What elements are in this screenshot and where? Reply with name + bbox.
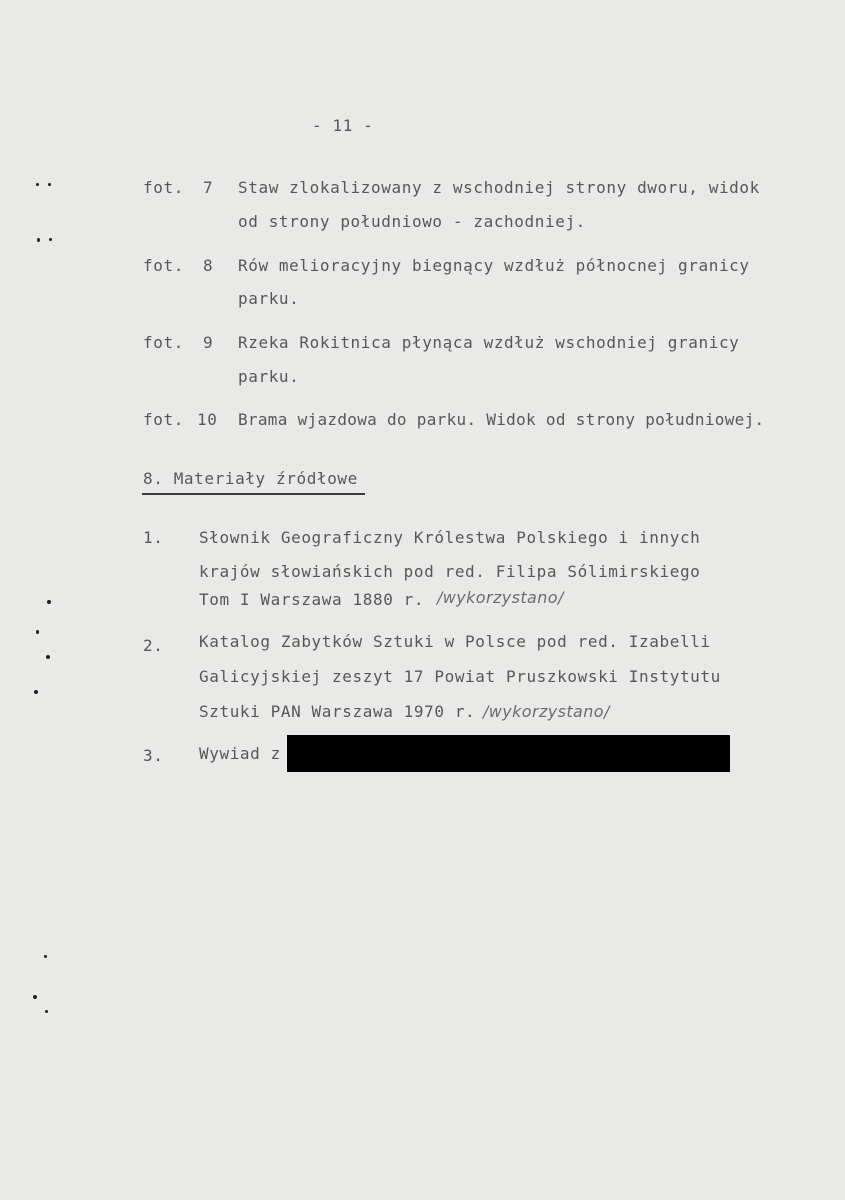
margin-speck [37,238,40,242]
source-line: Galicyjskiej zeszyt 17 Powiat Pruszkowski Instytutu [199,667,721,686]
margin-speck [44,955,47,958]
source-line: Katalog Zabytków Sztuki w Polsce pod red. Izabelli [199,632,711,651]
source-line: Sztuki PAN Warszawa 1970 r. [199,702,476,721]
source-number: 2. [143,636,164,655]
source-line: Wywiad z [199,744,281,763]
margin-speck [47,600,51,604]
photo-label: fot. [143,410,184,429]
margin-speck [45,1010,48,1013]
source-line: Słownik Geograficzny Królestwa Polskiego i innych [199,528,701,547]
photo-caption-line: parku. [238,367,300,386]
photo-number: 10 [197,410,218,429]
source-number: 1. [143,528,164,547]
margin-speck [46,655,50,659]
photo-caption-line: Staw zlokalizowany z wschodniej strony dworu, widok [238,178,760,197]
section-heading: 8. Materiały źródłowe [143,469,358,488]
photo-label: fot. [143,256,184,275]
photo-caption-line: Rzeka Rokitnica płynąca wzdłuż wschodniej granicy [238,333,740,352]
photo-number: 9 [203,333,214,352]
photo-label: fot. [143,178,184,197]
photo-number: 8 [203,256,214,275]
margin-speck [36,183,39,186]
source-line: krajów słowiańskich pod red. Filipa Sólimirskiego [199,562,701,581]
page-number: - 11 - [312,116,374,135]
margin-speck [33,995,37,999]
source-number: 3. [143,746,164,765]
photo-caption-line: od strony południowo - zachodniej. [238,212,586,231]
margin-speck [34,690,38,694]
redaction-bar [287,735,730,772]
photo-caption-line: Rów melioracyjny biegnący wzdłuż północnej granicy [238,256,750,275]
handwritten-note: /wykorzystano/ [483,702,610,721]
margin-speck [48,183,51,186]
photo-label: fot. [143,333,184,352]
margin-speck [36,630,39,634]
handwritten-note: /wykorzystano/ [437,588,564,607]
source-line: Tom I Warszawa 1880 r. [199,590,425,609]
heading-underline [142,493,365,495]
photo-caption-line: parku. [238,289,300,308]
margin-speck [49,238,52,241]
photo-caption-line: Brama wjazdowa do parku. Widok od strony południowej. [238,410,765,429]
photo-number: 7 [203,178,214,197]
